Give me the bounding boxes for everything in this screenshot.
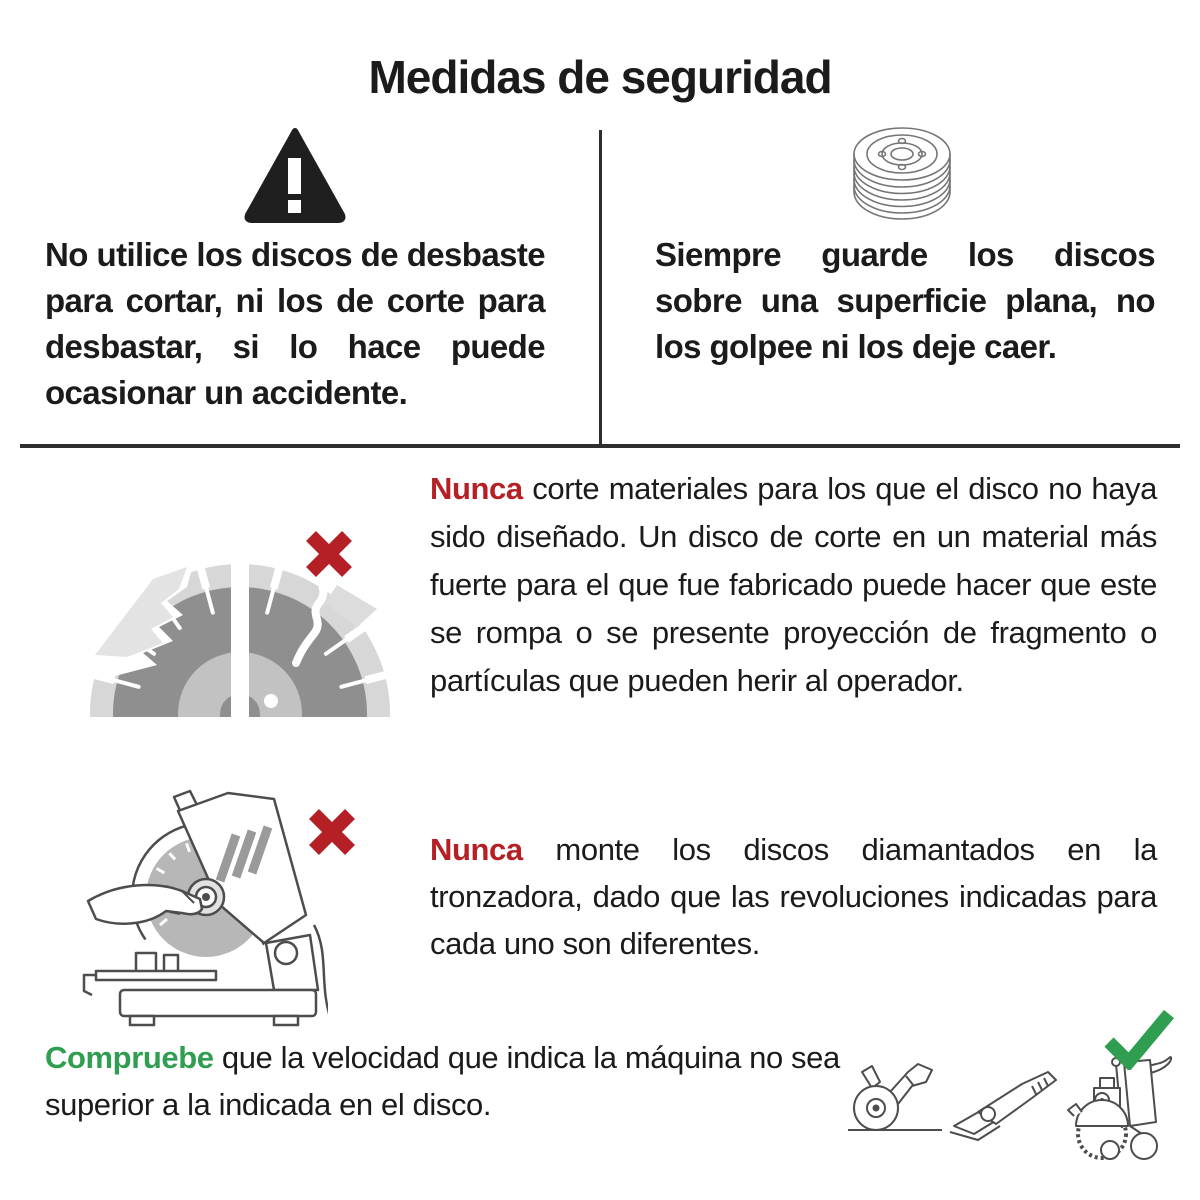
check-speed-text — [45, 1034, 860, 1128]
vertical-divider — [599, 130, 602, 446]
rule-lead: Nunca — [430, 832, 523, 867]
broken-disc-illustration — [75, 551, 405, 717]
check-icon — [1102, 1006, 1174, 1070]
footer-body: que la velocidad que indica la máquina no sea superior a la indicada en el disco. — [45, 1040, 840, 1122]
rule-lead: Nunca — [430, 471, 523, 506]
warning-triangle-icon — [243, 126, 347, 224]
page-title: Medidas de seguridad — [368, 51, 832, 103]
angle-grinder-side-icon — [846, 1056, 946, 1136]
chop-saw-illustration — [78, 785, 328, 1030]
store-flat-text: Siempre guarde los discos sobre una superficie plana, no los golpee ni los deje caer. — [655, 236, 1155, 365]
horizontal-divider — [20, 444, 1180, 448]
no-desbaste-warning-text: No utilice los discos de desbaste para cortar, ni los de corte para desbastar, si lo hace puede ocasionar un accidente. — [45, 236, 545, 411]
rule-diamond-disc-text — [430, 826, 1157, 967]
rule-body: corte materiales para los que el disco no haya sido diseñado. Un disco de corte en un material más fuerte para el que fue fabricado puede hacer que este se rompa o se presente proyección de fragmento o partículas que pueden herir al operador. — [430, 471, 1157, 698]
disc-stack-icon — [846, 122, 958, 222]
cross-icon — [303, 528, 355, 580]
rule-cut-materials-text — [430, 465, 1157, 705]
footer-lead: Compruebe — [45, 1040, 214, 1075]
cross-icon — [306, 806, 358, 858]
rule-body: monte los discos diamantados en la tronzadora, dado que las revoluciones indicadas para cada uno son diferentes. — [430, 832, 1157, 961]
